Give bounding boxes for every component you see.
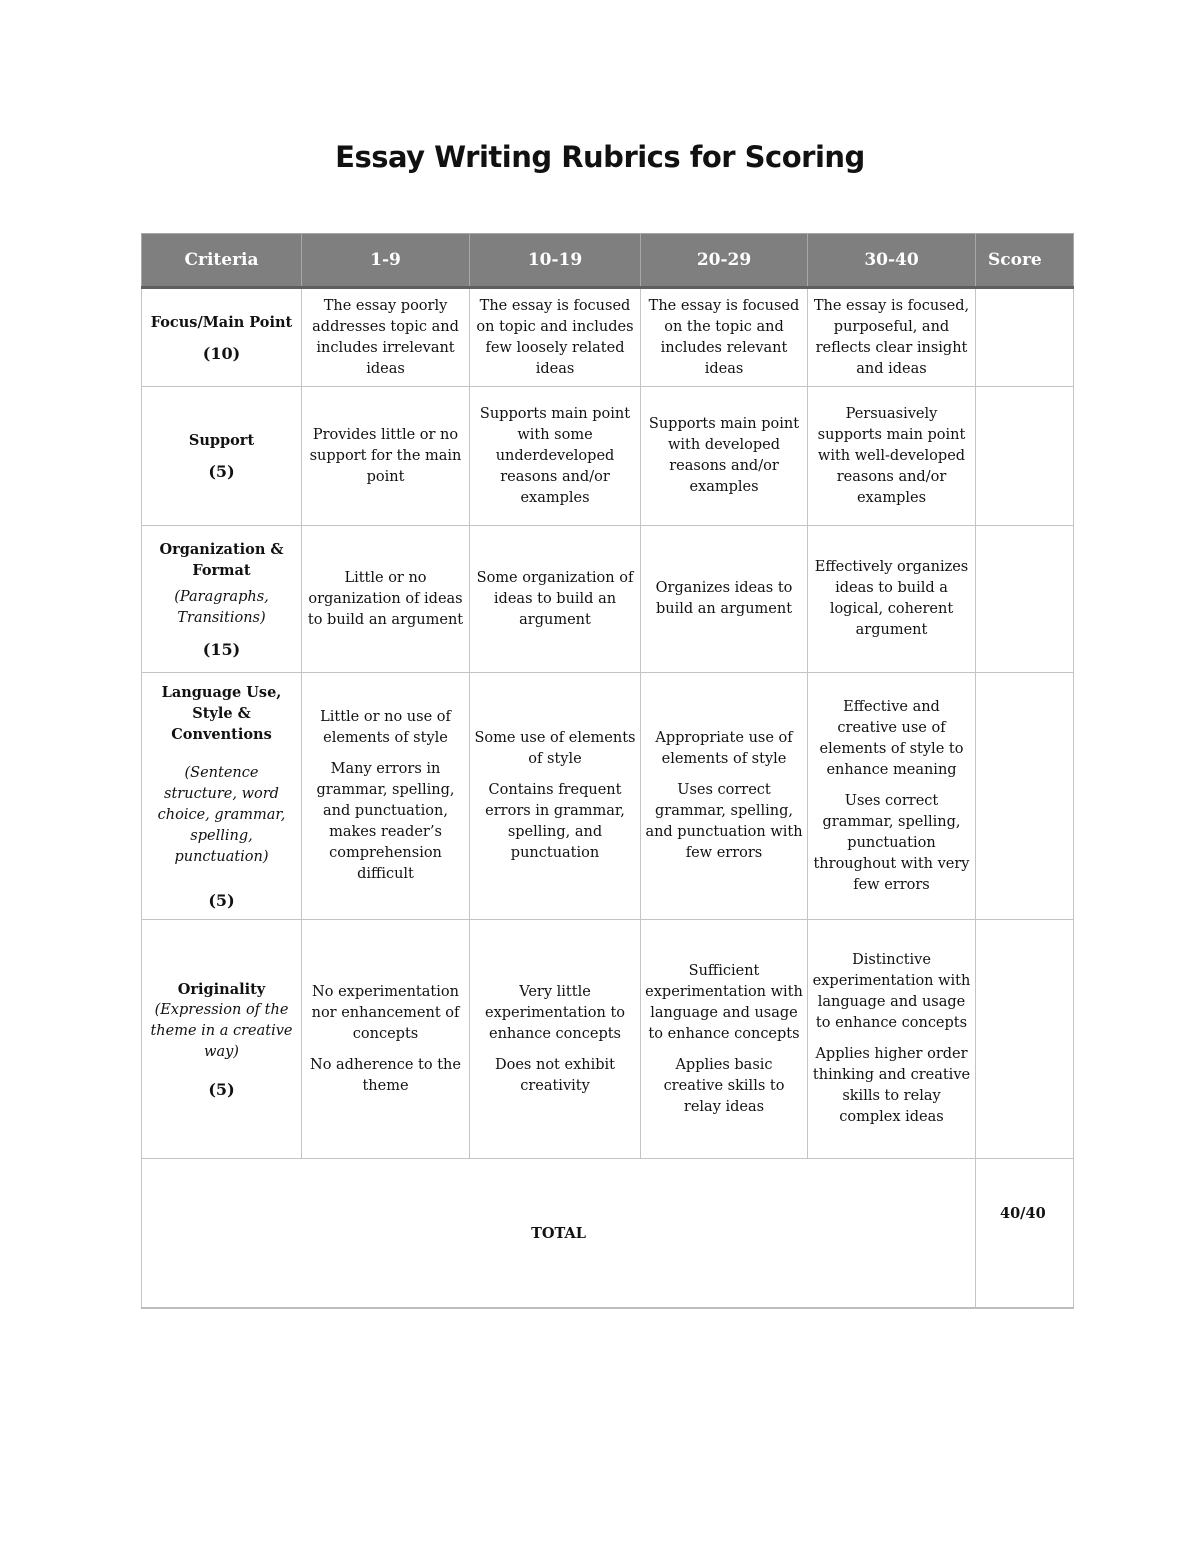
descriptor-cell: [302, 920, 470, 1159]
descriptor-text: Uses correct grammar, spelling, punctuation throughout with very few errors: [813, 792, 970, 893]
descriptor-cell: [470, 387, 641, 526]
descriptor-text: Organizes ideas to build an argument: [655, 580, 793, 617]
descriptor-cell: [470, 288, 641, 387]
score-cell: [976, 387, 1074, 526]
header-range-1-9: 1-9: [302, 234, 470, 288]
table-row: [142, 673, 1074, 920]
score-cell: [976, 920, 1074, 1159]
descriptor-text: No experimentation nor enhancement of concepts: [311, 983, 460, 1042]
descriptor-cell: [470, 526, 641, 673]
descriptor-cell: [808, 288, 976, 387]
criteria-cell: [142, 920, 302, 1159]
criteria-name: Originality: [177, 980, 266, 998]
header-range-20-29: 20-29: [641, 234, 808, 288]
descriptor-text: Applies higher order thinking and creative skills to relay complex ideas: [812, 1046, 971, 1125]
descriptor-text: Some organization of ideas to build an argument: [476, 569, 634, 628]
descriptor-text: Very little experimentation to enhance concepts: [484, 983, 626, 1042]
descriptor-cell: [641, 387, 808, 526]
descriptor-cell: [470, 673, 641, 920]
criteria-cell: [142, 387, 302, 526]
header-score: Score: [976, 234, 1074, 288]
descriptor-cell: [808, 387, 976, 526]
criteria-points: (5): [208, 890, 235, 910]
descriptor-cell: [302, 673, 470, 920]
descriptor-cell: [641, 526, 808, 673]
rubric-table: [141, 233, 1074, 1309]
descriptor-cell: [470, 920, 641, 1159]
criteria-subtitle: (Expression of the theme in a creative way): [150, 1001, 293, 1060]
descriptor-text: Effective and creative use of elements of style to enhance meaning: [819, 698, 964, 778]
criteria-points: (15): [202, 639, 241, 659]
descriptor-text: Effectively organizes ideas to build a logical, coherent argument: [814, 559, 969, 638]
header-range-30-40: 30-40: [808, 234, 976, 288]
total-row: [142, 1159, 1074, 1309]
descriptor-text: Supports main point with developed reasons and/or examples: [648, 416, 800, 495]
score-cell: [976, 526, 1074, 673]
descriptor-text: Some use of elements of style: [474, 730, 636, 767]
descriptor-text: The essay poorly addresses topic and includes irrelevant ideas: [312, 297, 459, 377]
table-header-row: [142, 234, 1074, 288]
descriptor-cell: [302, 288, 470, 387]
total-score: 40/40: [976, 1159, 1074, 1309]
criteria-subtitle: (Paragraphs, Transitions): [174, 588, 269, 626]
table-row: [142, 920, 1074, 1159]
criteria-name: Focus/Main Point: [150, 313, 293, 331]
table-row: [142, 288, 1074, 387]
criteria-cell: [142, 673, 302, 920]
descriptor-cell: [808, 673, 976, 920]
descriptor-text: Supports main point with some underdeveloped reasons and/or examples: [479, 405, 631, 506]
criteria-cell: [142, 288, 302, 387]
descriptor-cell: [302, 387, 470, 526]
descriptor-text: Distinctive experimentation with language and usage to enhance concepts: [812, 952, 971, 1031]
descriptor-text: Uses correct grammar, spelling, and punctuation with few errors: [645, 782, 803, 861]
descriptor-text: The essay is focused on topic and includes few loosely related ideas: [476, 297, 634, 377]
descriptor-text: The essay is focused, purposeful, and reflects clear insight and ideas: [813, 297, 970, 377]
descriptor-text: Appropriate use of elements of style: [655, 730, 793, 767]
descriptor-text: Applies basic creative skills to relay ideas: [663, 1056, 785, 1115]
criteria-points: (5): [208, 462, 235, 481]
criteria-cell: [142, 526, 302, 673]
table-row: [142, 526, 1074, 673]
descriptor-text: No adherence to the theme: [310, 1056, 461, 1094]
score-cell: [976, 288, 1074, 387]
header-criteria: Criteria: [142, 234, 302, 288]
descriptor-cell: [808, 526, 976, 673]
total-label: TOTAL: [142, 1159, 976, 1309]
table-row: [142, 387, 1074, 526]
descriptor-text: Contains frequent errors in grammar, spelling, and punctuation: [485, 782, 625, 861]
page-title: Essay Writing Rubrics for Scoring: [335, 140, 865, 174]
criteria-points: (10): [202, 343, 241, 363]
descriptor-text: The essay is focused on the topic and includes relevant ideas: [648, 297, 800, 377]
descriptor-text: Provides little or no support for the main point: [309, 426, 462, 485]
header-range-10-19: 10-19: [470, 234, 641, 288]
descriptor-text: Does not exhibit creativity: [495, 1056, 615, 1094]
descriptor-cell: [641, 920, 808, 1159]
descriptor-text: Persuasively supports main point with well-developed reasons and/or examples: [817, 405, 966, 506]
descriptor-cell: [808, 920, 976, 1159]
descriptor-text: Many errors in grammar, spelling, and punctuation, makes reader’s comprehension difficult: [316, 761, 455, 882]
criteria-points: (5): [208, 1079, 235, 1099]
descriptor-cell: [641, 288, 808, 387]
criteria-name: Support: [188, 432, 255, 449]
score-cell: [976, 673, 1074, 920]
criteria-name: Language Use, Style & Conventions: [161, 683, 282, 743]
descriptor-text: Sufficient experimentation with language and usage to enhance concepts: [645, 962, 803, 1042]
descriptor-text: Little or no use of elements of style: [320, 709, 451, 746]
criteria-subtitle: (Sentence structure, word choice, grammar, spelling, punctuation): [157, 764, 286, 865]
descriptor-text: Little or no organization of ideas to build an argument: [307, 569, 464, 628]
criteria-name: Organization & Format: [159, 540, 284, 579]
descriptor-cell: [302, 526, 470, 673]
descriptor-cell: [641, 673, 808, 920]
